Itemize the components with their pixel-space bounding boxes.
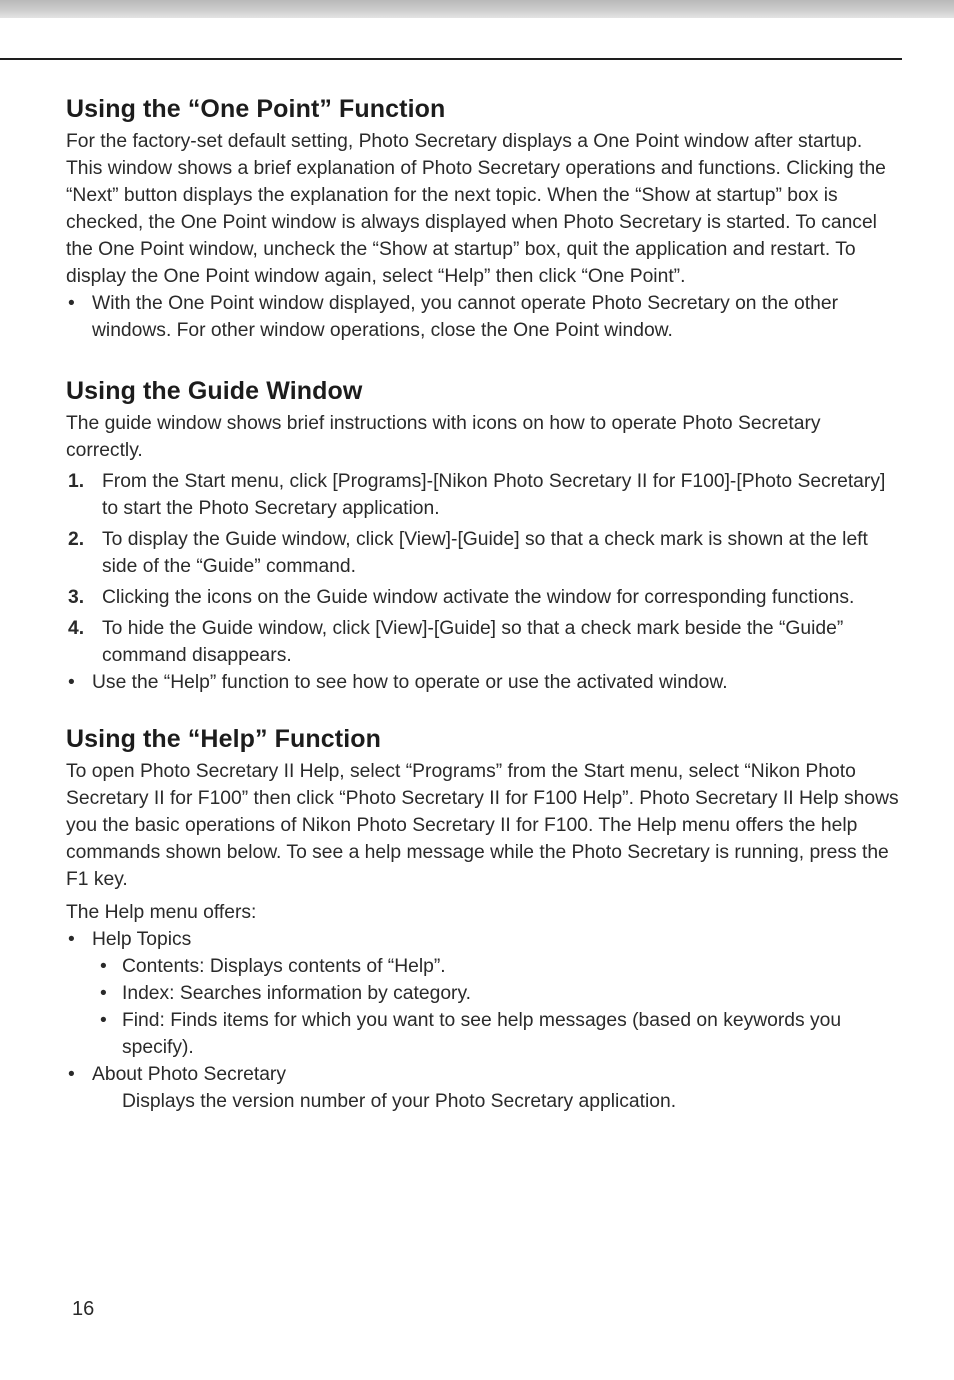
step-text: To hide the Guide window, click [View]-[Guide] so that a check mark beside the “Guide” command disappears. bbox=[102, 618, 844, 666]
bullet-mark: • bbox=[100, 983, 107, 1004]
step-text: Clicking the icons on the Guide window activate the window for corresponding functions. bbox=[102, 587, 855, 608]
step-number: 4. bbox=[68, 618, 85, 639]
page-content bbox=[66, 92, 902, 1115]
header-rule bbox=[0, 58, 902, 60]
step-text: To display the Guide window, click [View]-[Guide] so that a check mark is shown at the left side of the “Guide” command. bbox=[102, 529, 868, 577]
bullet-mark: • bbox=[68, 1064, 75, 1085]
bullet-text: Use the “Help” function to see how to operate or use the activated window. bbox=[92, 672, 728, 693]
bullet-mark: • bbox=[100, 1010, 107, 1031]
subitem-text: Contents: Displays contents of “Help”. bbox=[122, 956, 446, 977]
page-number: 16 bbox=[72, 1298, 95, 1320]
bullet-mark: • bbox=[68, 672, 75, 693]
bullet-mark: • bbox=[68, 293, 75, 314]
guide-step bbox=[66, 584, 902, 611]
guide-step bbox=[66, 615, 902, 669]
heading-one-point: Using the “One Point” Function bbox=[66, 95, 446, 123]
guide-step bbox=[66, 526, 902, 580]
help-topics-item bbox=[66, 926, 902, 953]
guide-step bbox=[66, 468, 902, 522]
help-body: To open Photo Secretary II Help, select “Programs” from the Start menu, select “Nikon Photo Secretary II for F100” then click “Photo Secretary II for F100 Help”. Photo Secretary II Help shows you the basic operations of Nikon Photo Secretary II for F100. The Help menu offers the help commands shown below. To see a help message while the Photo Secretary is running, press the F1 key. bbox=[66, 761, 899, 890]
one-point-body: For the factory-set default setting, Photo Secretary displays a One Point window after startup. This window shows a brief explanation of Photo Secretary operations and functions. Clicking the “Next” button displays the explanation for the next topic. When the “Show at startup” box is checked, the One Point window is always displayed when Photo Secretary is started. To cancel the One Point window, uncheck the “Show at startup” box, quit the application and restart. To display the One Point window again, select “Help” then click “One Point”. bbox=[66, 131, 886, 287]
help-topic-subitem bbox=[66, 953, 902, 980]
top-scan-band bbox=[0, 0, 954, 18]
help-topics-label: Help Topics bbox=[92, 929, 192, 950]
heading-help-function: Using the “Help” Function bbox=[66, 725, 381, 753]
step-number: 3. bbox=[68, 587, 85, 608]
step-number: 1. bbox=[68, 471, 85, 492]
about-label: About Photo Secretary bbox=[92, 1064, 286, 1085]
subitem-text: Index: Searches information by category. bbox=[122, 983, 472, 1004]
bullet-mark: • bbox=[100, 956, 107, 977]
step-number: 2. bbox=[68, 529, 85, 550]
bullet-text: With the One Point window displayed, you cannot operate Photo Secretary on the other windows. For other window operations, close the One Point window. bbox=[92, 293, 838, 341]
help-topic-subitem bbox=[66, 980, 902, 1007]
heading-guide-window: Using the Guide Window bbox=[66, 377, 363, 405]
help-topic-subitem bbox=[66, 1007, 902, 1061]
bullet-mark: • bbox=[68, 929, 75, 950]
help-menu-intro: The Help menu offers: bbox=[66, 902, 257, 923]
about-description: Displays the version number of your Photo Secretary application. bbox=[122, 1091, 677, 1112]
one-point-bullet bbox=[66, 290, 902, 344]
guide-intro: The guide window shows brief instructions with icons on how to operate Photo Secretary correctly. bbox=[66, 413, 821, 461]
step-text: From the Start menu, click [Programs]-[Nikon Photo Secretary II for F100]-[Photo Secretary] to start the Photo Secretary application. bbox=[102, 471, 886, 519]
guide-bullet bbox=[66, 669, 902, 696]
about-item bbox=[66, 1061, 902, 1088]
subitem-text: Find: Finds items for which you want to see help messages (based on keywords you specify). bbox=[122, 1010, 842, 1058]
